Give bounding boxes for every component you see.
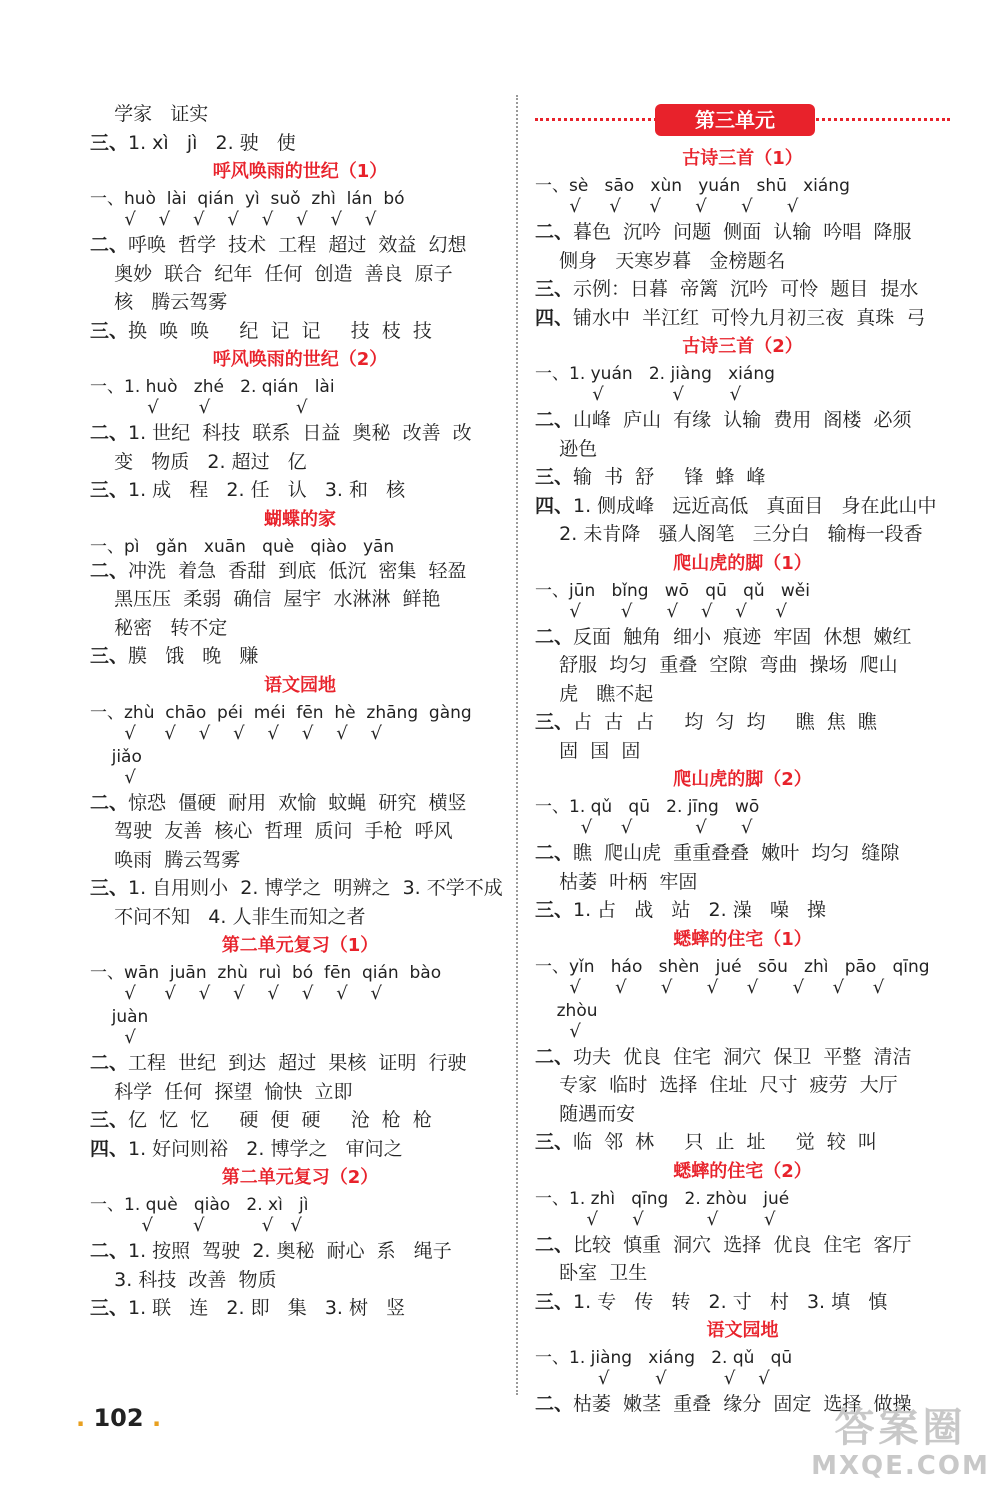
unit-title: 第三单元 [655, 104, 815, 136]
tick-marks [90, 767, 510, 789]
tick-marks [535, 1021, 950, 1043]
item-label: 三、 [535, 1290, 574, 1313]
item-label: 二、 [90, 559, 129, 582]
item-label: 一、 [535, 956, 569, 977]
answer-line [535, 737, 950, 766]
item-text: 1. jiàng xiáng 2. qǔ qū [569, 1348, 793, 1368]
item-text: huò lài qián yì suǒ zhì lán bó [124, 189, 405, 209]
item-text: 亿 忆 忆 硬 便 硬 沧 枪 枪 [128, 1109, 432, 1131]
item-text: 黑压压 柔弱 确信 屋宇 水淋淋 鲜艳 [90, 588, 441, 610]
answer-line [535, 463, 950, 492]
item-text: 1. zhì qīng 2. zhòu jué [569, 1188, 790, 1209]
section-title: 第二单元复习（1） [221, 935, 379, 956]
item-label: 二、 [90, 234, 129, 256]
section-title: 爬山虎的脚（2） [673, 769, 812, 790]
answer-line [90, 585, 510, 614]
tick-marks [535, 1368, 950, 1390]
item-text: 暮色 沉吟 问题 侧面 认输 吟唱 降服 [573, 221, 912, 243]
pinyin-line [90, 961, 510, 983]
answer-line [90, 642, 510, 671]
answer-line [535, 623, 950, 652]
item-text: √ √ √ √ [535, 1208, 776, 1230]
item-text: 临 邻 林 只 止 址 觉 较 叫 [573, 1131, 877, 1153]
item-text: 山峰 庐山 有缘 认输 费用 阁楼 必须 [573, 409, 912, 431]
item-text: zhòu [535, 1000, 598, 1021]
answer-line [535, 247, 950, 276]
pinyin-line [535, 999, 950, 1021]
item-label: 一、 [90, 702, 124, 723]
item-label: 三、 [535, 278, 574, 300]
item-text: 唤雨 腾云驾雾 [90, 848, 241, 871]
item-text: 2. 未肯降 骚人阁笔 三分白 输梅一段香 [535, 523, 923, 545]
answer-line [90, 1294, 510, 1323]
pinyin-line [90, 745, 510, 767]
answer-line [535, 492, 950, 521]
item-text: 1. 专 传 转 2. 寸 村 3. 填 慎 [573, 1290, 888, 1313]
answer-line [90, 231, 510, 260]
tick-marks [90, 1027, 510, 1049]
item-text: √ √ √ √ [90, 1215, 302, 1236]
section-title: 蟋蟀的住宅（1） [673, 928, 812, 950]
item-text: 秘密 转不定 [90, 616, 228, 639]
answer-line [90, 448, 510, 477]
answer-line [90, 1049, 510, 1078]
item-label: 二、 [90, 1052, 129, 1074]
section-title: 古诗三首（2） [682, 336, 803, 357]
item-label: 二、 [535, 625, 574, 648]
item-text: √ √ √ √ [535, 817, 753, 838]
answer-line [535, 651, 950, 680]
item-text: 1. 成 程 2. 任 认 3. 和 核 [128, 479, 406, 501]
item-text: 虎 瞧不起 [535, 682, 654, 705]
item-text: 驾驶 友善 核心 哲理 质问 手枪 呼风 [90, 820, 453, 842]
pinyin-line [535, 955, 950, 977]
item-text: 枯萎 嫩茎 重叠 缘分 固定 选择 做操 [573, 1393, 912, 1415]
section-title: 语文园地 [706, 1320, 779, 1341]
item-label: 一、 [90, 377, 124, 397]
item-text: √ [90, 1027, 136, 1048]
tick-marks [90, 397, 510, 419]
item-label: 一、 [90, 536, 124, 557]
item-text: 占 古 占 均 匀 均 瞧 焦 瞧 [573, 711, 877, 733]
column-divider [516, 95, 518, 1395]
item-text: 1. qǔ qū 2. jīng wō [569, 797, 760, 817]
item-label: 二、 [90, 791, 129, 814]
item-text: 1. 联 连 2. 即 集 3. 树 竖 [128, 1297, 406, 1319]
item-text: 奥妙 联合 纪年 任何 创造 善良 原子 [90, 262, 453, 285]
item-label: 一、 [90, 963, 124, 983]
item-text: sè sāo xùn yuán shū xiáng [569, 176, 850, 196]
pinyin-line [535, 1187, 950, 1209]
item-text: 变 物质 2. 超过 亿 [90, 450, 307, 473]
item-text: √ [90, 766, 136, 788]
item-label: 二、 [535, 1393, 574, 1415]
item-text: wān juān zhù ruì bó fēn qián bào [124, 963, 442, 983]
item-label: 三、 [535, 899, 574, 921]
item-text: juàn [90, 1007, 149, 1027]
item-label: 三、 [90, 479, 129, 501]
item-label: 二、 [535, 842, 574, 864]
tick-marks [90, 1215, 510, 1237]
item-text: pì gǎn xuān què qiào yān [124, 536, 395, 557]
item-text: 卧室 卫生 [535, 1262, 648, 1284]
tick-marks [535, 384, 950, 406]
item-label: 四、 [535, 306, 574, 329]
item-label: 三、 [535, 1131, 574, 1153]
pinyin-line [535, 1346, 950, 1368]
item-label: 三、 [90, 319, 129, 342]
item-text: 1. 自用则小 2. 博学之 明辨之 3. 不学不成 [128, 877, 503, 899]
answer-line [535, 435, 950, 464]
item-text: 1. què qiào 2. xì jì [124, 1195, 309, 1215]
section-title: 爬山虎的脚（1） [673, 552, 812, 574]
item-text: 工程 世纪 到达 超过 果核 证明 行驶 [128, 1052, 467, 1074]
pinyin-line [90, 535, 510, 557]
item-label: 三、 [90, 131, 129, 154]
item-label: 二、 [535, 1233, 574, 1256]
answer-line [535, 1071, 950, 1100]
answer-line [90, 817, 510, 846]
item-text: yǐn háo shèn jué sōu zhì pāo qīng [569, 956, 930, 977]
item-text: √ [535, 1020, 581, 1042]
watermark-url: MXQE.COM [811, 1451, 990, 1481]
answer-line [535, 275, 950, 304]
pinyin-line [535, 174, 950, 196]
item-text: 核 腾云驾雾 [90, 291, 228, 313]
answer-line [535, 1128, 950, 1157]
answer-line [90, 288, 510, 317]
item-label: 二、 [535, 221, 574, 243]
answer-line [535, 1043, 950, 1072]
tick-marks [535, 1209, 950, 1231]
item-label: 一、 [90, 1195, 124, 1215]
item-label: 三、 [90, 1297, 129, 1319]
item-label: 二、 [535, 1045, 574, 1068]
item-text: √ √ √ √ [535, 1368, 770, 1389]
answer-line [535, 1259, 950, 1288]
section-title: 呼风唤雨的世纪（2） [212, 349, 388, 370]
pinyin-line [90, 375, 510, 397]
item-text: 铺水中 半江红 可怜九月初三夜 真珠 弓 [573, 306, 926, 329]
item-text: √ √ √ [90, 397, 308, 418]
answer-line [90, 317, 510, 346]
item-text: 反面 触角 细小 痕迹 牢固 休想 嫩红 [573, 625, 912, 648]
item-text: 比较 慎重 洞穴 选择 优良 住宅 客厅 [573, 1233, 912, 1256]
item-text: 不问不知 4. 人非生而知之者 [90, 905, 366, 928]
answer-line [90, 789, 510, 818]
tick-marks [90, 723, 510, 745]
pinyin-line [535, 795, 950, 817]
item-label: 一、 [90, 189, 124, 209]
item-label: 二、 [90, 1240, 129, 1262]
item-text: 惊恐 僵硬 耐用 欢愉 蚊蝇 研究 横竖 [128, 791, 467, 814]
right-column [535, 100, 950, 1419]
tick-marks [90, 209, 510, 231]
item-text: 冲洗 着急 香甜 到底 低沉 密集 轻盈 [128, 559, 467, 582]
section-title: 古诗三首（1） [682, 148, 803, 169]
item-text: 1. 按照 驾驶 2. 奥秘 耐心 系 绳子 [128, 1240, 452, 1262]
tick-marks [90, 983, 510, 1005]
section-title: 蟋蟀的住宅（2） [673, 1160, 812, 1182]
item-text: zhù chāo péi méi fēn hè zhāng gàng [124, 702, 472, 723]
item-text: 侧身 天寒岁暮 金榜题名 [535, 249, 786, 272]
item-text: √ √ √ √ √ √ [535, 600, 787, 622]
answer-line [535, 520, 950, 549]
item-label: 四、 [90, 1137, 129, 1160]
item-label: 一、 [535, 580, 569, 601]
page-number: . 102 . [76, 1404, 162, 1432]
item-label: 三、 [90, 877, 129, 899]
answer-line [90, 903, 510, 932]
item-label: 一、 [535, 797, 569, 817]
item-text: 1. 占 战 站 2. 澡 噪 操 [573, 899, 826, 921]
pinyin-line [90, 187, 510, 209]
unit-banner [535, 100, 950, 140]
item-label: 二、 [535, 409, 574, 431]
item-text: 1. huò zhé 2. qián lài [124, 377, 335, 397]
item-text: √ √ √ √ √ √ √ √ [90, 722, 383, 744]
item-text: jiǎo [90, 746, 142, 767]
item-label: 一、 [535, 1348, 569, 1368]
answer-line [90, 1266, 510, 1295]
answer-line [90, 419, 510, 448]
tick-marks [535, 196, 950, 218]
tick-marks [535, 977, 950, 999]
answer-line [535, 1288, 950, 1317]
item-label: 三、 [90, 1109, 129, 1131]
item-text: 膜 饿 晚 赚 [128, 645, 259, 667]
item-text: jūn bǐng wō qū qǔ wěi [569, 580, 810, 601]
item-text: 呼唤 哲学 技术 工程 超过 效益 幻想 [128, 234, 467, 256]
item-label: 三、 [535, 466, 574, 488]
answer-line [535, 406, 950, 435]
item-text: √ √ √ √ √ √ √ √ [90, 209, 377, 230]
answer-line [90, 1106, 510, 1135]
answer-line [535, 839, 950, 868]
section-title: 呼风唤雨的世纪（1） [212, 161, 388, 182]
section-title: 语文园地 [264, 674, 336, 696]
left-column [90, 100, 510, 1323]
item-text: 3. 科技 改善 物质 [90, 1268, 277, 1291]
section-title: 蝴蝶的家 [264, 508, 336, 530]
item-label: 二、 [90, 422, 129, 444]
item-label: 三、 [90, 645, 129, 667]
item-text: √ √ √ √ √ √ √ √ [90, 983, 383, 1004]
section-title: 第二单元复习（2） [221, 1167, 379, 1188]
answer-line [90, 874, 510, 903]
tick-marks [535, 817, 950, 839]
pinyin-line [90, 1005, 510, 1027]
item-text: 1. yuán 2. jiàng xiáng [569, 364, 775, 384]
watermark-logo [808, 1405, 993, 1481]
item-text: 专家 临时 选择 住址 尺寸 疲劳 大厅 [535, 1074, 898, 1096]
item-text: 1. 世纪 科技 联系 日益 奥秘 改善 改 [128, 422, 472, 444]
item-text: 功夫 优良 住宅 洞穴 保卫 平整 清洁 [573, 1045, 912, 1068]
answer-line [90, 614, 510, 643]
answer-line [90, 846, 510, 875]
answer-line [535, 218, 950, 247]
answer-line [90, 1237, 510, 1266]
tick-marks [535, 601, 950, 623]
item-text: 随遇而安 [535, 1102, 636, 1125]
item-text: 示例：日暮 帝篱 沉吟 可怜 题目 提水 [573, 278, 919, 300]
item-text: 逊色 [535, 437, 598, 460]
answer-line [535, 868, 950, 897]
item-text: √ √ √ √ √ √ √ √ [535, 976, 885, 998]
item-text: 输 书 舒 锋 蜂 峰 [573, 466, 766, 488]
answer-line [90, 260, 510, 289]
item-label: 一、 [535, 1188, 569, 1209]
pinyin-line [90, 701, 510, 723]
item-text: 换 唤 唤 纪 记 记 技 枝 技 [128, 319, 432, 342]
item-label: 三、 [535, 711, 574, 733]
pinyin-line [90, 1193, 510, 1215]
item-text: 舒服 均匀 重叠 空隙 弯曲 操场 爬山 [535, 654, 898, 676]
item-text: 1. xì jì 2. 驶 使 [128, 131, 296, 154]
answer-line [535, 1231, 950, 1260]
item-label: 一、 [535, 364, 569, 384]
answer-line [90, 1135, 510, 1164]
item-label: 四、 [535, 494, 574, 517]
answer-line [90, 129, 510, 158]
item-text: 科学 任何 探望 愉快 立即 [90, 1080, 353, 1103]
answer-line [535, 708, 950, 737]
item-text: 枯萎 叶柄 牢固 [535, 870, 698, 893]
item-text: 学家 证实 [90, 103, 209, 125]
answer-line [535, 896, 950, 925]
pinyin-line [535, 362, 950, 384]
answer-line [535, 1100, 950, 1129]
answer-line [535, 680, 950, 709]
item-text: 瞧 爬山虎 重重叠叠 嫩叶 均匀 缝隙 [573, 842, 900, 864]
item-text: √ √ √ √ √ √ [535, 196, 799, 217]
answer-line [90, 557, 510, 586]
answer-line [90, 1078, 510, 1107]
pinyin-line [535, 579, 950, 601]
item-label: 一、 [535, 176, 569, 196]
watermark-text: 答案圈 [834, 1405, 967, 1451]
item-text: √ √ √ [535, 384, 742, 405]
answer-line [90, 100, 510, 129]
item-text: 1. 好问则裕 2. 博学之 审问之 [128, 1137, 403, 1160]
item-text: 固 国 固 [535, 739, 641, 762]
answer-line [90, 476, 510, 505]
answer-line [535, 304, 950, 333]
item-text: 1. 侧成峰 远近高低 真面目 身在此山中 [573, 494, 937, 517]
